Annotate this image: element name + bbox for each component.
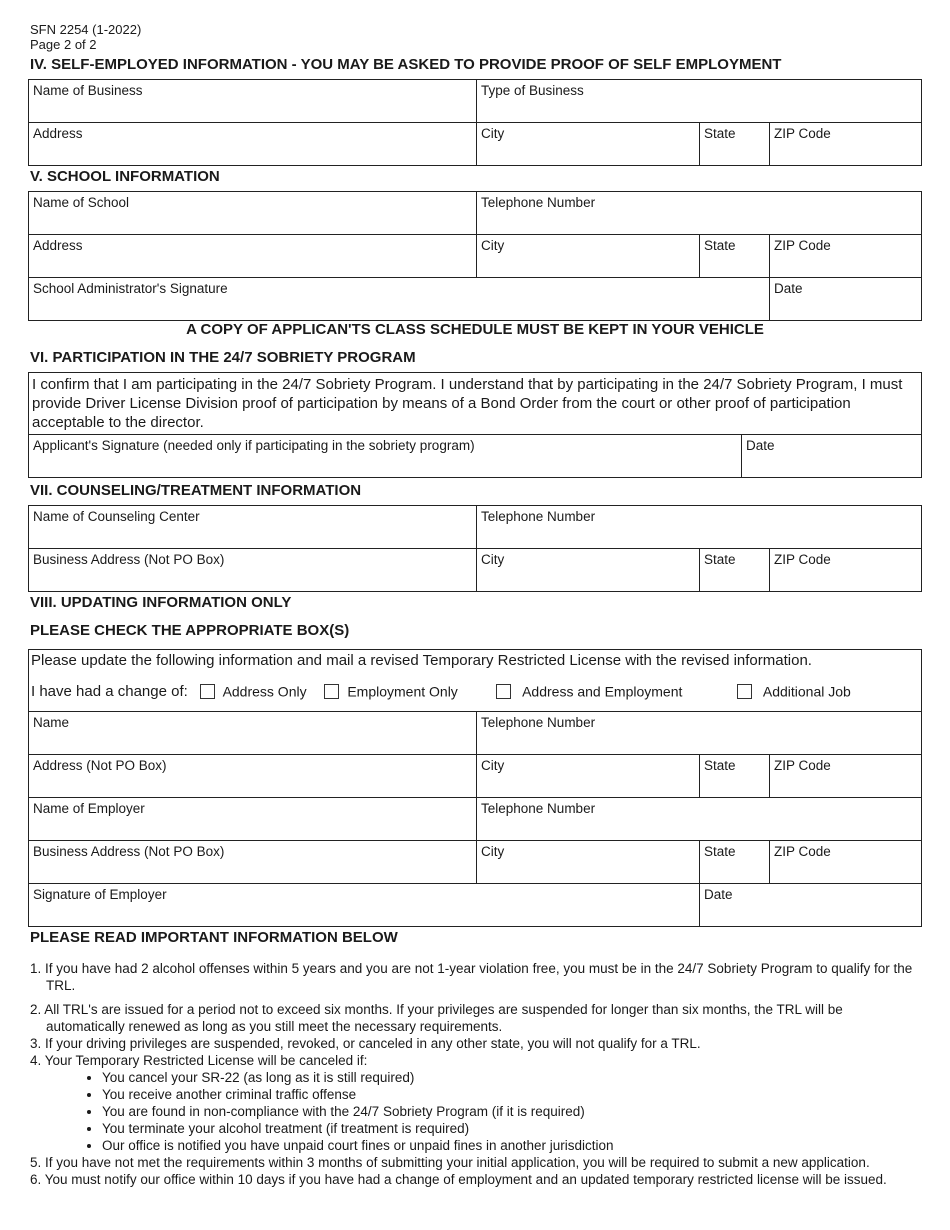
employer-address-label: Business Address (Not PO Box) <box>33 844 225 859</box>
employer-city-label: City <box>481 844 505 859</box>
important-item-6: 6. You must notify our office within 10 days if you have had a change of employment and an updated temporary restricted license will be issued. <box>30 1172 887 1187</box>
business-type-label: Type of Business <box>481 83 584 98</box>
update-header-cell <box>29 650 921 711</box>
option-employment-only[interactable] <box>324 683 492 699</box>
option-address-and-employment[interactable] <box>496 683 733 699</box>
section8-subtitle: PLEASE CHECK THE APPROPRIATE BOX(S) <box>30 622 350 639</box>
counseling-zip-label: ZIP Code <box>774 552 831 567</box>
update-address-label: Address (Not PO Box) <box>33 758 167 773</box>
school-table <box>28 191 922 321</box>
school-telephone-label: Telephone Number <box>481 195 596 210</box>
update-city-field[interactable] <box>476 755 699 797</box>
update-instruction: Please update the following information and mail a revised Temporary Restricted License with the revised information. <box>31 652 812 669</box>
update-address-field[interactable] <box>29 755 476 797</box>
section5-title: V. SCHOOL INFORMATION <box>30 168 220 185</box>
business-state-label: State <box>704 126 736 141</box>
counseling-telephone-label: Telephone Number <box>481 509 596 524</box>
counseling-address-label: Business Address (Not PO Box) <box>33 552 225 567</box>
school-state-label: State <box>704 238 736 253</box>
important-item-3: 3. If your driving privileges are suspended, revoked, or canceled in any other state, you will not qualify for a TRL. <box>30 1036 701 1051</box>
applicant-date-field[interactable] <box>741 435 921 477</box>
address-and-employment-label: Address and Employment <box>522 683 683 700</box>
school-admin-signature-label: School Administrator's Signature <box>33 281 228 296</box>
cancel-condition: • You terminate your alcohol treatment (if treatment is required) <box>102 1120 925 1137</box>
school-state-field[interactable] <box>699 235 769 277</box>
school-city-label: City <box>481 238 505 253</box>
self-employed-table <box>28 79 922 166</box>
counseling-telephone-field[interactable] <box>476 506 921 548</box>
school-address-label: Address <box>33 238 83 253</box>
counseling-center-field[interactable] <box>29 506 476 548</box>
update-name-field[interactable] <box>29 712 476 754</box>
update-telephone-label: Telephone Number <box>481 715 596 730</box>
business-type-field[interactable] <box>476 80 921 122</box>
cancel-condition: • Our office is notified you have unpaid court fines or unpaid fines in another jurisdiction <box>102 1137 925 1154</box>
counseling-zip-field[interactable] <box>769 549 921 591</box>
option-address-only[interactable] <box>200 683 321 699</box>
business-address-field[interactable] <box>29 123 476 165</box>
business-state-field[interactable] <box>699 123 769 165</box>
additional-job-checkbox[interactable] <box>737 684 752 699</box>
important-item-2: 2. All TRL's are issued for a period not to exceed six months. If your privileges are suspended for longer than six months, the TRL will be automatically renewed as long as you still meet the necessary requirements. <box>30 1002 843 1034</box>
section8-title: VIII. UPDATING INFORMATION ONLY <box>30 594 292 611</box>
cancel-condition: • You cancel your SR-22 (as long as it is still required) <box>102 1069 925 1086</box>
employer-date-label: Date <box>704 887 733 902</box>
cancel-condition: • You receive another criminal traffic offense <box>102 1086 925 1103</box>
counseling-city-field[interactable] <box>476 549 699 591</box>
important-item-4: 4. Your Temporary Restricted License will be canceled if: <box>30 1053 368 1068</box>
employment-only-label: Employment Only <box>347 683 458 700</box>
school-date-field[interactable] <box>769 278 921 320</box>
important-title: PLEASE READ IMPORTANT INFORMATION BELOW <box>30 929 398 946</box>
school-zip-label: ZIP Code <box>774 238 831 253</box>
employer-name-field[interactable] <box>29 798 476 840</box>
applicant-date-label: Date <box>746 438 775 453</box>
school-name-field[interactable] <box>29 192 476 234</box>
additional-job-label: Additional Job <box>762 683 851 700</box>
form-id: SFN 2254 (1-2022) <box>30 22 142 37</box>
business-zip-field[interactable] <box>769 123 921 165</box>
employer-state-label: State <box>704 844 736 859</box>
school-name-label: Name of School <box>33 195 130 210</box>
section6-title: VI. PARTICIPATION IN THE 24/7 SOBRIETY PROGRAM <box>30 349 416 366</box>
employer-telephone-label: Telephone Number <box>481 801 596 816</box>
change-label: I have had a change of: <box>31 683 188 700</box>
address-only-checkbox[interactable] <box>200 684 215 699</box>
school-telephone-field[interactable] <box>476 192 921 234</box>
employer-city-field[interactable] <box>476 841 699 883</box>
counseling-address-field[interactable] <box>29 549 476 591</box>
school-admin-signature-field[interactable] <box>29 278 769 320</box>
applicant-signature-label: Applicant's Signature (needed only if participating in the sobriety program) <box>33 438 475 453</box>
address-and-employment-checkbox[interactable] <box>496 684 511 699</box>
employer-state-field[interactable] <box>699 841 769 883</box>
employer-signature-label: Signature of Employer <box>33 887 167 902</box>
important-list <box>30 960 925 1188</box>
employer-telephone-field[interactable] <box>476 798 921 840</box>
important-item-5: 5. If you have not met the requirements within 3 months of submitting your initial application, you will be required to submit a new application. <box>30 1155 870 1170</box>
section7-title: VII. COUNSELING/TREATMENT INFORMATION <box>30 482 362 499</box>
employer-address-field[interactable] <box>29 841 476 883</box>
school-city-field[interactable] <box>476 235 699 277</box>
school-address-field[interactable] <box>29 235 476 277</box>
change-options <box>31 683 919 700</box>
employer-signature-field[interactable] <box>29 884 699 926</box>
cancel-conditions-list <box>30 1069 925 1154</box>
employer-date-field[interactable] <box>699 884 921 926</box>
counseling-center-label: Name of Counseling Center <box>33 509 200 524</box>
update-zip-field[interactable] <box>769 755 921 797</box>
class-schedule-notice: A COPY OF APPLICAN'TS CLASS SCHEDULE MUST BE KEPT IN YOUR VEHICLE <box>186 321 764 338</box>
employment-only-checkbox[interactable] <box>324 684 339 699</box>
business-zip-label: ZIP Code <box>774 126 831 141</box>
applicant-signature-field[interactable] <box>29 435 741 477</box>
page-number: Page 2 of 2 <box>30 37 97 52</box>
update-telephone-field[interactable] <box>476 712 921 754</box>
business-city-label: City <box>481 126 505 141</box>
important-item-1: 1. If you have had 2 alcohol offenses within 5 years and you are not 1-year violation free, you must be in the 24/7 Sobriety Program to qualify for the TRL. <box>30 961 913 993</box>
update-name-label: Name <box>33 715 70 730</box>
business-address-label: Address <box>33 126 83 141</box>
section4-title: IV. SELF-EMPLOYED INFORMATION - YOU MAY BE ASKED TO PROVIDE PROOF OF SELF EMPLOYMENT <box>30 56 782 73</box>
update-table <box>28 649 922 927</box>
business-city-field[interactable] <box>476 123 699 165</box>
counseling-state-field[interactable] <box>699 549 769 591</box>
business-name-label: Name of Business <box>33 83 143 98</box>
update-state-label: State <box>704 758 736 773</box>
update-state-field[interactable] <box>699 755 769 797</box>
option-additional-job[interactable] <box>737 683 851 699</box>
sobriety-table <box>28 372 922 478</box>
sobriety-statement: I confirm that I am participating in the 24/7 Sobriety Program. I understand that by participating in the 24/7 Sobriety Program, I must provide Driver License Division proof of participation by means of a Bond Order from the court or other proof of participation acceptable to the director. <box>32 376 903 431</box>
address-only-label: Address Only <box>222 683 307 700</box>
update-city-label: City <box>481 758 505 773</box>
employer-zip-field[interactable] <box>769 841 921 883</box>
counseling-city-label: City <box>481 552 505 567</box>
cancel-condition: • You are found in non-compliance with the 24/7 Sobriety Program (if it is required) <box>102 1103 925 1120</box>
update-zip-label: ZIP Code <box>774 758 831 773</box>
school-zip-field[interactable] <box>769 235 921 277</box>
counseling-table <box>28 505 922 592</box>
counseling-state-label: State <box>704 552 736 567</box>
employer-name-label: Name of Employer <box>33 801 145 816</box>
employer-zip-label: ZIP Code <box>774 844 831 859</box>
business-name-field[interactable] <box>29 80 476 122</box>
school-date-label: Date <box>774 281 803 296</box>
